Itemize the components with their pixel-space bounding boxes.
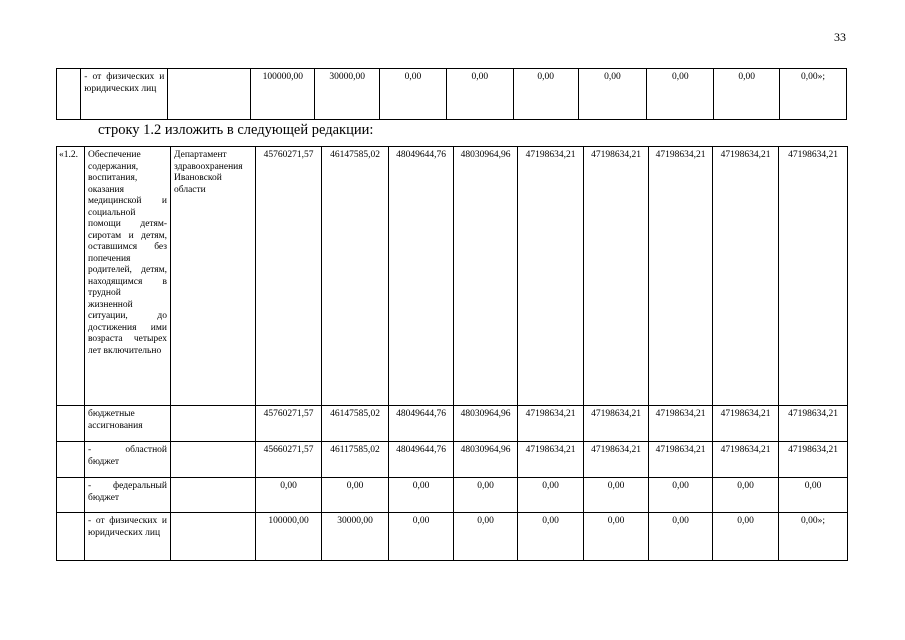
table-row (57, 478, 848, 513)
value-cell: 30000,00 (315, 69, 380, 120)
value-cell: 47198634,21 (584, 406, 649, 442)
value-cell: 47198634,21 (779, 442, 848, 478)
value-cell: 0,00 (649, 478, 713, 513)
table-row (57, 513, 848, 561)
department-cell (171, 406, 256, 442)
value-cell: 0,00 (454, 513, 518, 561)
value-cell: 0,00 (380, 69, 447, 120)
value-cell: 30000,00 (322, 513, 389, 561)
value-cell: 48049644,76 (389, 147, 454, 406)
value-cell: 48030964,96 (454, 442, 518, 478)
value-cell: 0,00 (713, 478, 779, 513)
value-cell: 0,00 (714, 69, 780, 120)
value-cell: 47198634,21 (649, 147, 713, 406)
value-cell: 0,00 (584, 478, 649, 513)
value-cell: 48030964,96 (454, 147, 518, 406)
value-cell: 0,00 (584, 513, 649, 561)
value-cell: 47198634,21 (649, 406, 713, 442)
value-cell: 0,00 (647, 69, 714, 120)
index-cell (57, 69, 81, 120)
department-cell: Департамент здравоохранения Ивановской области (171, 147, 256, 406)
value-cell: 0,00 (713, 513, 779, 561)
table-row (57, 69, 847, 120)
value-cell: 45760271,57 (256, 147, 322, 406)
value-cell: 47198634,21 (518, 442, 584, 478)
value-cell: 0,00 (446, 69, 513, 120)
value-cell: 0,00 (389, 478, 454, 513)
value-cell: 0,00 (578, 69, 647, 120)
value-cell: 47198634,21 (713, 147, 779, 406)
value-cell: 0,00 (518, 478, 584, 513)
department-cell (171, 442, 256, 478)
value-cell: 0,00 (779, 478, 848, 513)
value-cell: 48030964,96 (454, 406, 518, 442)
value-cell: 48049644,76 (389, 442, 454, 478)
value-cell: 0,00»; (779, 513, 848, 561)
instruction-text: строку 1.2 изложить в следующей редакции: (98, 122, 374, 138)
row-name-cell: Обеспечение содержания, воспитания, оказания медицинской и социальной помощи детям-сиротам и детям, оставшимся без попечения родителей, детям, находящимся в трудной жизненной ситуации, до достижения ими возраста четырех лет включительно (85, 147, 171, 406)
value-cell: 47198634,21 (518, 147, 584, 406)
index-cell (57, 513, 85, 561)
index-cell (57, 406, 85, 442)
department-cell (171, 513, 256, 561)
value-cell: 100000,00 (256, 513, 322, 561)
value-cell: 0,00»; (780, 69, 847, 120)
value-cell: 47198634,21 (584, 442, 649, 478)
value-cell: 47198634,21 (779, 147, 848, 406)
value-cell: 100000,00 (251, 69, 315, 120)
index-cell (57, 478, 85, 513)
value-cell: 46147585,02 (322, 147, 389, 406)
row-name-cell: - областной бюджет (85, 442, 171, 478)
value-cell: 0,00 (256, 478, 322, 513)
department-cell (171, 478, 256, 513)
row-name-cell: - от физических и юридических лиц (85, 513, 171, 561)
value-cell: 47198634,21 (649, 442, 713, 478)
value-cell: 48049644,76 (389, 406, 454, 442)
row-name-cell: - федеральный бюджет (85, 478, 171, 513)
table-row (57, 406, 848, 442)
value-cell: 0,00 (513, 69, 578, 120)
page-number: 33 (834, 30, 846, 44)
department-cell (168, 69, 251, 120)
row-name-cell: бюджетные ассигнования (85, 406, 171, 442)
value-cell: 47198634,21 (584, 147, 649, 406)
index-cell: «1.2. (57, 147, 85, 406)
table-row (57, 442, 848, 478)
value-cell: 46117585,02 (322, 442, 389, 478)
value-cell: 0,00 (454, 478, 518, 513)
index-cell (57, 442, 85, 478)
value-cell: 47198634,21 (713, 442, 779, 478)
value-cell: 0,00 (322, 478, 389, 513)
value-cell: 47198634,21 (713, 406, 779, 442)
value-cell: 47198634,21 (518, 406, 584, 442)
row-name-cell: - от физических и юридических лиц (81, 69, 168, 120)
table-row (57, 147, 848, 406)
value-cell: 0,00 (389, 513, 454, 561)
value-cell: 46147585,02 (322, 406, 389, 442)
value-cell: 47198634,21 (779, 406, 848, 442)
top-table-fragment (56, 68, 847, 120)
value-cell: 0,00 (649, 513, 713, 561)
value-cell: 0,00 (518, 513, 584, 561)
main-table (56, 146, 848, 561)
value-cell: 45660271,57 (256, 442, 322, 478)
value-cell: 45760271,57 (256, 406, 322, 442)
